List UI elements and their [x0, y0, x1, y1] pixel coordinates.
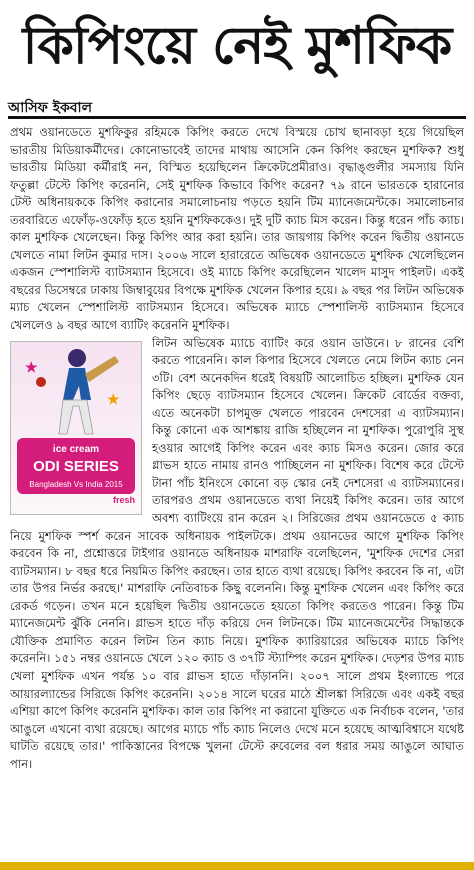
paragraph-1: প্রথম ওয়ানডেতে মুশফিকুর রহিমকে কিপিং করতে দেখে বিস্ময়ে চোখ ছানাবড়া হয়ে গিয়েছিল ভারতীয় মিডিয়াকর্মীদের। কোনোভাবেই তাদের মাথায় আসেনি কেন কিপিং করছেন মুশফিক? শুধু ভারতীয় মিডিয়া কর্মীরাই নন, বিস্মিত হয়েছিলেন ক্রিকেটপ্রেমীরাও। বৃদ্ধাঙ্গুলীর সমস্যায় যিনি ফতুল্লা টেস্টে কিপিং করেননি, সেই মুশফিক কিভাবে কিপিং করেন? ৭৯ রানে ভারতকে হারানোর টেস্ট অধিনায়ককে কিপিং করানোর সমালোচনায় পড়তে হয়নি টিম ম্যানেজমেন্টকে। সমালোচনার তরবারিতে এফোঁড়-ওফোঁড় হতে হয়নি মুশফিককেও। দুই দুটি ক্যাচ মিস করেন। কিন্তু ধরেন পাঁচ ক্যাচ। কাল মুশফিক খেলেছেন। কিন্তু কিপিং আর করা হয়নি। তার জায়গায় কিপিং করেন দ্বিতীয় ওয়ানডে খেলতে নামা লিটন কুমার দাস। ২০০৬ সালে হারারেতে অভিষেক ওয়ানডেতে মুশফিক খেলেছিলেন একজন স্পেশালিস্ট ব্যাটসম্যান হিসেবে। ওই ম্যাচে কিপিং করেছিলেন খালেদ মাসুদ পাইলট। একই বছরের ডিসেম্বরে ঢাকায় জিম্বাবুয়ের বিপক্ষে মুশফিক খেলেন কিপার হয়ে। ৯ বছর পর লিটন অভিষেক ম্যাচ খেলেন স্পেশালিস্ট ব্যাটসম্যান হিসেবে। অভিষেক ম্যাচে স্পেশালিস্ট ব্যাটসম্যান হিসেবে খেললেও ৯ বছর আগে ব্যাটিং করেননি মুশফিক। [10, 125, 464, 333]
byline: আসিফ ইকবাল [8, 100, 93, 116]
ice-cream-odi-series-logo [10, 341, 142, 515]
header-rule [8, 116, 466, 119]
badge-line-2: ODI SERIES [33, 458, 119, 476]
series-badge [17, 438, 135, 494]
badge-line-3: Bangladesh Vs India 2015 [29, 480, 123, 490]
svg-text:★: ★ [107, 390, 120, 407]
paragraph-2: লিটন অভিষেক ম্যাচে ব্যাটিং করে ওয়ান ডাউনে। ৮ রানের বেশি করতে পারেননি। কাল কিপার হিসেবে খেলতে নেমে লিটন ক্যাচ নেন ৩টি। বেশ অনেকদিন ধরেই বিষয়টি আলোচিত হচ্ছিল। মুশফিক যেন কিপিং ছেড়ে ব্যাটসম্যান হিসেবে খেলেন। ক্রিকেট বোর্ডের বক্তব্য, এতে অনেকটা চাপমুক্ত খেলতে পারবেন দেশসেরা এ ব্যাটসম্যান। কিন্তু কোনো এক আশঙ্কায় রাজি হচ্ছিলেন না মুশফিক। পুরোপুরি সুস্থ হওয়ার আগেই কিপিং করেন এবং ক্যাচ মিসও করেন। জোর করে গ্লাভস হাতে নামায় রানও পাচ্ছিলেন না মুশফিক। বিশেষ করে টেস্টে টানা পাঁচ ইনিংসে কোনো বড় স্কোর নেই দেশসেরা এ ব্যাটসম্যানের। তারপরও প্রথম ওয়ানডেতে ব্যথা নিয়েই কিপিং করেন। তার আগে অবশ্য ব্যাটিংয়ে রান করেন ২। সিরিজের প্রথম ওয়ানডেতে ৫ ক্যাচ নিয়ে মুশফিক স্পর্শ করেন সাবেক অধিনায়ক পাইলটকে। প্রথম ওয়ানডের আগে মুশফিক কিপিং করবেন কি না, প্রশ্নোত্তরে টাইগার ওয়ানডে অধিনায়ক মাশরাফি বলেছিলেন, 'মুশফিক দেশের সেরা ব্যাটসম্যান। ৮ বছর ধরে নিয়মিত কিপিং করছেন। তার হাতে ব্যথা রয়েছে। কিপিং করবেন কি না, এটা তার উপর নির্ভর করছে।' মাশরাফি নেতিবাচক কিছু বলেননি। কিন্তু মুশফিক খেলেন এবং কিপিং করে রেকর্ড গড়েন। তখন মনে হয়েছিল দ্বিতীয় ওয়ানডেতে হয়তো কিপিং করতেও পারেন। কিন্তু টিম ম্যানেজমেন্ট ঝুঁকি নেননি। গ্লাভস হাতে দাঁড় করিয়ে দেন লিটনকে। টিম ম্যানেজমেন্টের সিদ্ধান্তকে যৌক্তিক প্রমাণিত করেন লিটন তিন ক্যাচ নিয়ে। মুশফিক ক্যারিয়ারের অভিষেক ম্যাচে কিপিং করেননি। ১৫১ নম্বর ওয়ানডে খেলে ১২০ ক্যাচ ও ৩৭টি স্ট্যাম্পিং করেন মুশফিক। দেড়শর উপর ম্যাচ খেলা মুশফিক এখন পর্যন্ত ১০ বার গ্লাভস হাতে দাঁড়াননি। ২০০৭ সালে প্রথম ইংল্যান্ডে পরে আয়ারল্যান্ডের সিরিজে কিপিং করেননি। ২০১৪ সালে ঘরের মাঠে শ্রীলঙ্কা সিরিজে এবং একই বছর এশিয়া কাপে কিপিং করেননি মুশফিক। কাল তার কিপিং না করানো যুক্তিতে এক নির্বাচক বলেন, 'তার আঙুলে এখনো ব্যথা রয়েছে। আগের ম্যাচে পাঁচ ক্যাচ নিলেও দেখে মনে হয়েছে আত্মবিশ্বাসে যথেষ্ট ঘাটতি রয়েছে তার।' পাকিস্তানের বিপক্ষে খুলনা টেস্টে রুবেলের বল ধরার সময় আঙুলে আঘাত পান। [10, 335, 464, 771]
headline: কিপিংয়ে নেই মুশফিক [22, 16, 452, 76]
sponsor-mark: fresh [112, 495, 135, 506]
svg-text:★: ★ [25, 358, 38, 375]
badge-line-1: ice cream [52, 443, 100, 455]
footer-accent-bar [0, 862, 474, 870]
cricket-player-icon [11, 342, 141, 442]
article-body [10, 124, 464, 858]
